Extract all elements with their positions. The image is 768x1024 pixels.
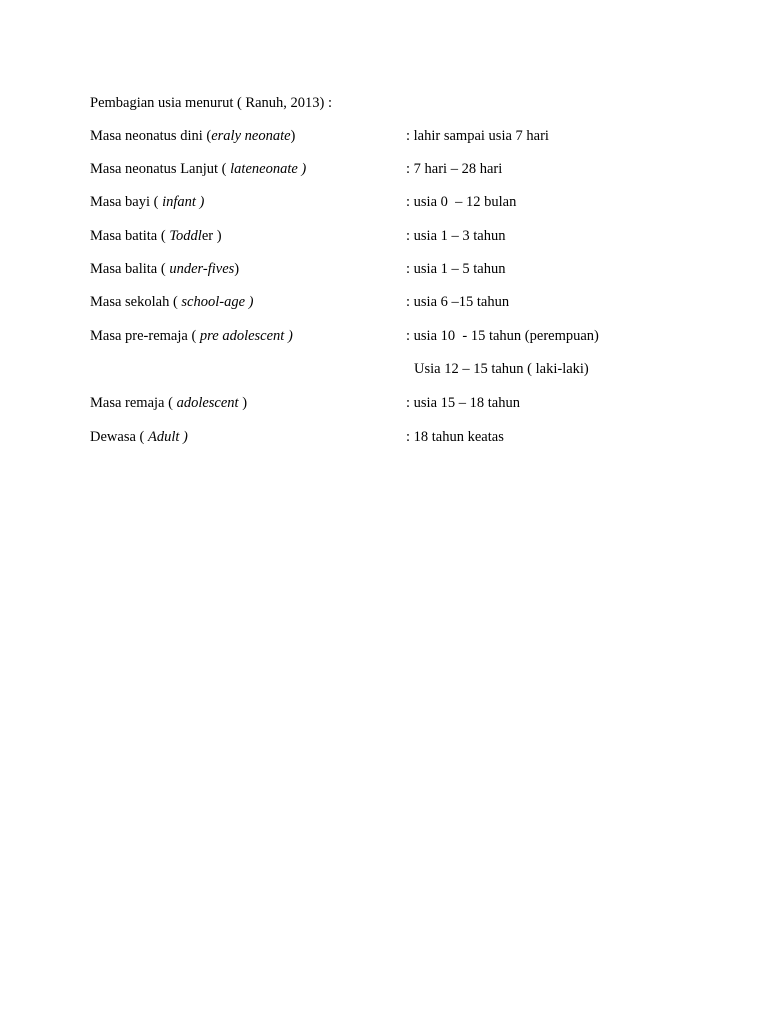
row-label-remaja [90, 394, 247, 412]
row-value-neonatus-lanjut: : 7 hari – 28 hari [406, 161, 503, 177]
english-term: eraly neonate [211, 128, 291, 144]
row-label-bayi [90, 193, 204, 211]
row-value-remaja: : usia 15 – 18 tahun [406, 395, 520, 411]
label-text: ) [234, 261, 240, 277]
label-text: Masa neonatus Lanjut ( [90, 161, 231, 177]
label-text: Masa bayi ( [90, 194, 163, 210]
row-value-sekolah: : usia 6 –15 tahun [406, 294, 510, 310]
english-term: pre adolescent ) [199, 328, 293, 344]
label-text: Masa neonatus dini ( [90, 128, 212, 144]
english-term: under-fives [169, 261, 235, 277]
label-text: ) [290, 128, 296, 144]
row-value-neonatus-dini: : lahir sampai usia 7 hari [406, 128, 549, 144]
row-value-pre-remaja-laki: Usia 12 – 15 tahun ( laki-laki) [414, 361, 589, 377]
row-value-batita: : usia 1 – 3 tahun [406, 228, 506, 244]
english-term: lateneonate ) [230, 161, 307, 177]
english-term: adolescent [176, 395, 239, 411]
row-label-dewasa [90, 428, 188, 446]
row-label-sekolah [90, 293, 253, 311]
label-text: Masa batita ( [90, 228, 170, 244]
row-value-bayi: : usia 0 – 12 bulan [406, 194, 517, 210]
english-term: infant ) [162, 194, 205, 210]
row-label-pre-remaja [90, 327, 293, 345]
label-text: Dewasa ( [90, 429, 148, 445]
label-text: Masa remaja ( [90, 395, 177, 411]
row-label-neonatus-lanjut [90, 160, 306, 178]
english-term: Toddl [169, 228, 202, 244]
row-label-batita [90, 227, 222, 245]
row-value-pre-remaja: : usia 10 - 15 tahun (perempuan) [406, 328, 599, 344]
english-term: Adult ) [147, 429, 188, 445]
english-term: school-age ) [181, 294, 254, 310]
row-label-neonatus-dini [90, 127, 295, 145]
row-value-balita: : usia 1 – 5 tahun [406, 261, 506, 277]
row-value-dewasa: : 18 tahun keatas [406, 429, 504, 445]
intro-line: Pembagian usia menurut ( Ranuh, 2013) : [90, 95, 333, 111]
label-text: Masa pre-remaja ( [90, 328, 200, 344]
label-text: ) [238, 395, 248, 411]
row-label-balita [90, 260, 239, 278]
label-text: er ) [201, 228, 222, 244]
label-text: Masa sekolah ( [90, 294, 182, 310]
label-text: Masa balita ( [90, 261, 170, 277]
